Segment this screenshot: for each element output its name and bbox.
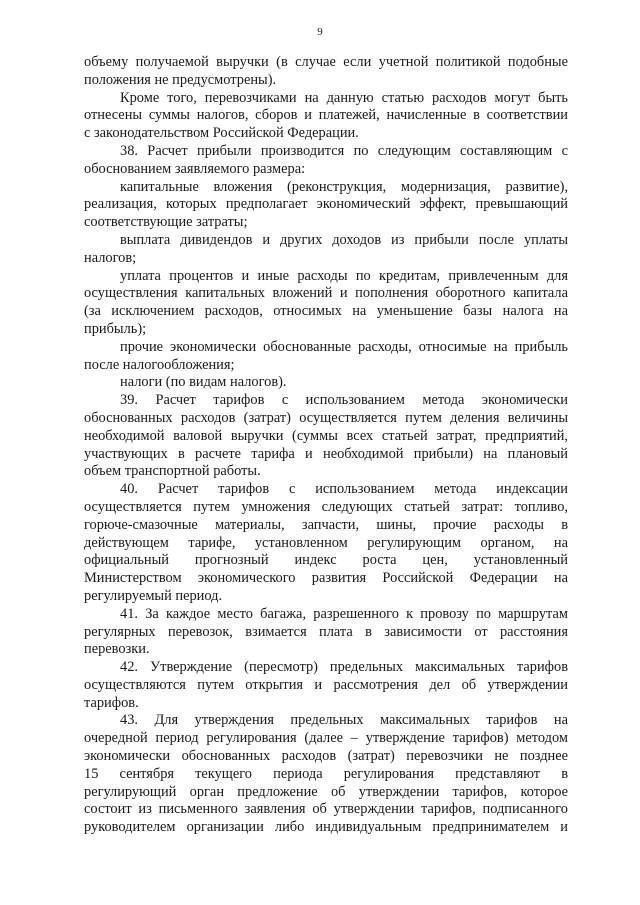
text-line: соответствующие затраты;: [84, 214, 248, 231]
text-line: 15 сентября текущего периода регулирования представляют в: [84, 765, 568, 782]
text-line: обоснованием заявляемого размера:: [84, 160, 306, 177]
text-line: руководителем организации либо индивидуальным предпринимателем и: [84, 819, 568, 836]
text-line: капитальные вложения (реконструкция, модернизация, развитие),: [120, 178, 568, 195]
text-line: налоги (по видам налогов).: [120, 374, 287, 391]
text-line: выплата дивидендов и других доходов из прибыли после уплаты: [120, 231, 568, 248]
text-line: состоит из письменного заявления об утверждении тарифов, подписанного: [84, 801, 568, 818]
text-line: тарифов.: [84, 694, 139, 711]
text-line: реализация, которых предполагает экономический эффект, превышающий: [84, 196, 568, 213]
text-line: налогов;: [84, 249, 137, 266]
text-line: действующем тарифе, установленном регулирующим органом, на: [84, 534, 568, 551]
text-line: регулярных перевозок, взимается плата в зависимости от расстояния: [84, 623, 568, 640]
text-line: 43. Для утверждения предельных максимальных тарифов на: [120, 712, 568, 729]
text-line: осуществляется путем умножения следующих статьей затрат: топливо,: [84, 498, 568, 515]
text-line: необходимой валовой выручки (суммы всех статьей затрат, предприятий,: [84, 427, 568, 444]
text-line: Министерством экономического развития Российской Федерации на: [84, 570, 568, 587]
document-body: [84, 54, 568, 837]
text-line: обоснованных расходов (затрат) осуществляется путем деления величины: [84, 409, 568, 426]
text-line: 39. Расчет тарифов с использованием метода экономически: [120, 392, 568, 409]
text-line: после налогообложения;: [84, 356, 235, 373]
text-line: очередной период регулирования (далее – утверждение тарифов) методом: [84, 730, 568, 747]
text-line: уплата процентов и иные расходы по кредитам, привлеченным для: [120, 267, 568, 284]
text-line: 40. Расчет тарифов с использованием метода индексации: [120, 481, 568, 498]
text-line: перевозки.: [84, 641, 150, 658]
text-line: (за исключением расходов, относимых на уменьшение базы налога на: [84, 303, 568, 320]
text-line: 42. Утверждение (пересмотр) предельных максимальных тарифов: [120, 659, 568, 676]
text-line: регулируемый период.: [84, 587, 223, 604]
text-line: регулирующий орган предложение об утверждении тарифов, которое: [84, 783, 568, 800]
text-line: горюче-смазочные материалы, запчасти, шины, прочие расходы в: [84, 516, 568, 533]
text-line: объем транспортной работы.: [84, 463, 261, 480]
text-line: официальный прогнозный индекс роста цен, установленный: [84, 552, 568, 569]
text-line: прибыль);: [84, 320, 147, 337]
text-line: участвующих в расчете тарифа и необходимой прибыли) на плановый: [84, 445, 568, 462]
text-line: с законодательством Российской Федерации.: [84, 125, 359, 142]
text-line: осуществляются путем открытия и рассмотрения дел об утверждении: [84, 676, 568, 693]
text-line: объему получаемой выручки (в случае если учетной политикой подобные: [84, 54, 568, 70]
text-line: 41. За каждое место багажа, разрешенного к провозу по маршрутам: [120, 605, 568, 622]
text-line: положения не предусмотрены).: [84, 71, 277, 88]
text-line: экономически обоснованных расходов (затрат) перевозчики не позднее: [84, 748, 568, 765]
text-line: осуществления капитальных вложений и пополнения оборотного капитала: [84, 285, 568, 302]
text-line: прочие экономически обоснованные расходы, относимые на прибыль: [120, 338, 568, 355]
text-line: Кроме того, перевозчиками на данную статью расходов могут быть: [120, 89, 568, 106]
text-line: 38. Расчет прибыли производится по следующим составляющим с: [120, 142, 568, 159]
text-line: отнесены суммы налогов, сборов и платежей, начисленные в соответствии: [84, 107, 568, 124]
page-number: 9: [317, 26, 323, 38]
